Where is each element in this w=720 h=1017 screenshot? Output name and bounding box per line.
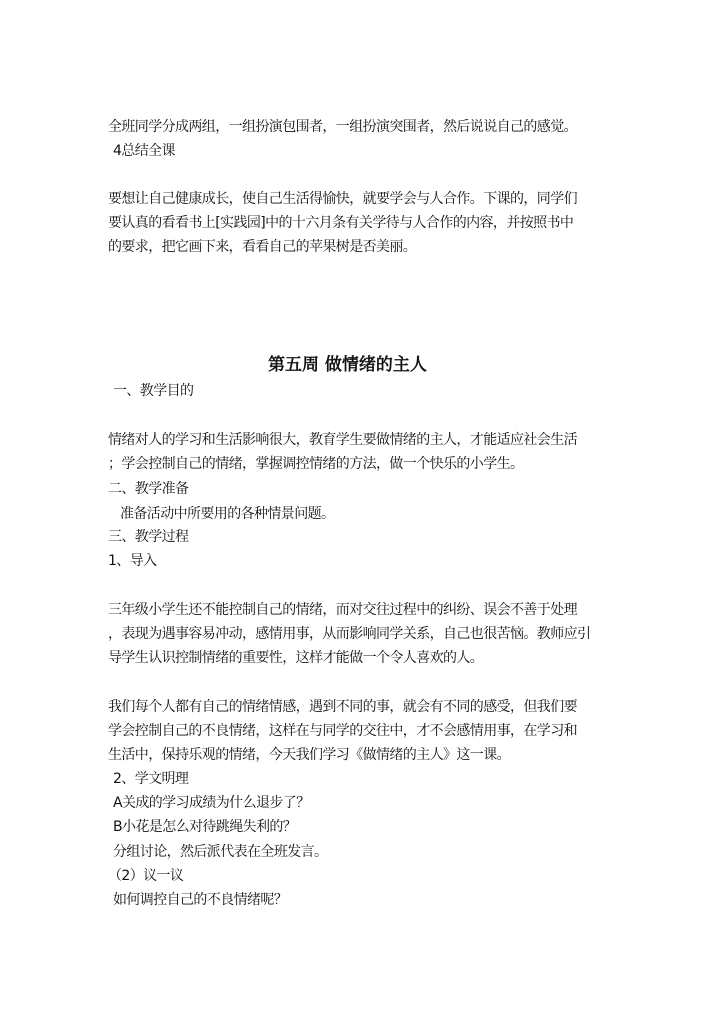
intro-para-line-2: ，表现为遇事容易冲动，感情用事，从而影响同学关系，自己也很苦恼。教师应引 [108, 626, 591, 642]
summary-line-2: 要认真的看看书上[实践园]中的十六月条有关学待与人合作的内容，并按照书中 [108, 215, 574, 231]
week-title: 第五周 做情绪的主人 [268, 355, 427, 375]
goal-line-2: ；学会控制自己的情绪，掌握调控情绪的方法，做一个快乐的小学生。 [108, 456, 524, 472]
summary-line-1: 要想让自己健康成长，使自己生活得愉快，就要学会与人合作。下课的，同学们 [108, 191, 577, 207]
intro-para-line-3: 导学生认识控制情绪的重要性，这样才能做一个令人喜欢的人。 [108, 650, 484, 666]
step-heading-intro: 1、导入 [108, 553, 157, 569]
question-a: A关成的学习成绩为什么退步了？ [113, 795, 310, 811]
goal-line-1: 情绪对人的学习和生活影响很大，教育学生要做情绪的主人，才能适应社会生活 [108, 432, 577, 448]
lesson-para-line-2: 学会控制自己的不良情绪，这样在与同学的交往中，才不会感情用事，在学习和 [108, 723, 577, 739]
section-heading-prep: 二、教学准备 [108, 481, 189, 497]
lesson-para-line-1: 我们每个人都有自己的情绪情感，遇到不同的事，就会有不同的感受，但我们要 [108, 699, 577, 715]
final-question: 如何调控自己的不良情绪呢？ [113, 892, 288, 908]
question-b: B小花是怎么对待跳绳失利的？ [113, 819, 297, 835]
discussion-line: 分组讨论，然后派代表在全班发言。 [113, 844, 328, 860]
summary-line-3: 的要求，把它画下来，看看自己的苹果树是否美丽。 [108, 239, 417, 255]
summary-heading: 4总结全课 [113, 143, 175, 159]
prep-line: 准备活动中所要用的各种情景问题。 [120, 506, 335, 522]
step-heading-study: 2、学文明理 [113, 771, 189, 787]
step-heading-discuss: （2）议一议 [108, 868, 184, 884]
section-heading-goals: 一、教学目的 [113, 383, 194, 399]
intro-para-line-1: 三年级小学生还不能控制自己的情绪，而对交往过程中的纠纷、误会不善于处理 [108, 602, 577, 618]
lesson-para-line-3: 生活中，保持乐观的情绪，今天我们学习《做情绪的主人》这一课。 [108, 747, 510, 763]
intro-line-1: 全班同学分成两组，一组扮演包围者，一组扮演突围者，然后说说自己的感觉。 [108, 119, 577, 135]
section-heading-process: 三、教学过程 [108, 529, 189, 545]
